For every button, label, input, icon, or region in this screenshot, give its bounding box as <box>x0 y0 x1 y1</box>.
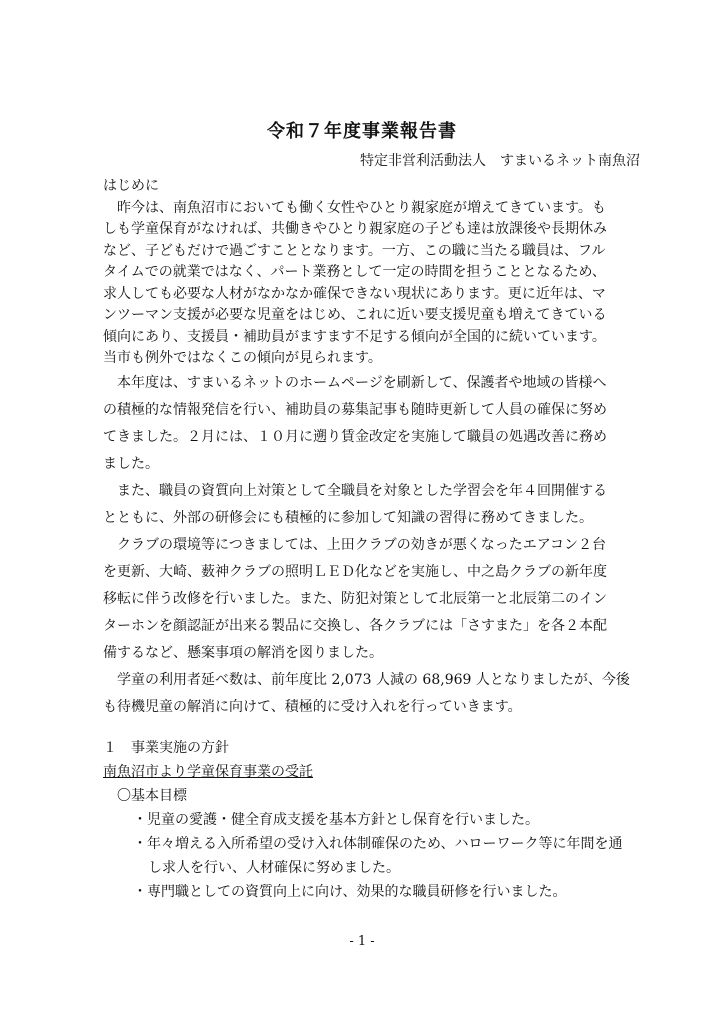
text-line: 当市も例外ではなくこの傾向が見られます。 <box>103 350 382 366</box>
text-line: ンツーマン支援が必要な児童をはじめ、これに近い要支援児童も増えてきている <box>103 307 607 323</box>
text-line: ターホンを顔認証が出来る製品に交換し、各クラブには「さすまた」を各２本配 <box>103 617 607 634</box>
text-line: 学童の利用者延べ数は、前年度比 2,073 人減の 68,969 人となりましたが、今後 <box>103 671 630 688</box>
text-line: また、職員の資質向上対策として全職員を対象とした学習会を年４回開催する <box>103 482 607 499</box>
intro-paragraph-1 <box>103 198 643 370</box>
section-heading: １ 事業実施の方針 <box>103 740 229 756</box>
intro-heading: はじめに <box>103 178 159 194</box>
text-line: 昨今は、南魚沼市においても働く女性やひとり親家庭が増えてきています。も <box>103 199 606 216</box>
text-line: 備するなど、懸案事項の解消を図りました。 <box>103 644 383 661</box>
organization-name: 特定非営利活動法人 すまいるネット南魚沼 <box>360 153 640 169</box>
intro-paragraph-2 <box>103 370 643 721</box>
page-number: - 1 - <box>349 934 375 949</box>
text-line: ました。 <box>103 455 159 472</box>
text-line: 本年度は、すまいるネットのホームページを刷新して、保護者や地域の皆様へ <box>103 374 607 391</box>
bullet-item: ・専門職としての資質向上に向け、効果的な職員研修を行いました。 <box>133 884 567 900</box>
text-line: とともに、外部の研修会にも積極的に参加して知識の習得に務めてきました。 <box>103 509 593 526</box>
text-line: 求人しても必要な人材がなかなか確保できない現状にあります。更に近年は、マ <box>103 285 606 302</box>
bullet-item-continuation: し求人を行い、人材確保に努めました。 <box>148 860 400 876</box>
text-line: など、子どもだけで過ごすこととなります。一方、この職に当たる職員は、フル <box>103 242 606 259</box>
text-line: クラブの環境等につきましては、上田クラブの効きが悪くなったエアコン２台 <box>103 536 607 553</box>
goal-heading: 〇基本目標 <box>117 788 187 804</box>
document-body <box>103 176 643 721</box>
text-line: 移転に伴う改修を行いました。また、防犯対策として北辰第一と北辰第二のイン <box>103 590 607 607</box>
bullet-item: ・年々増える入所希望の受け入れ体制確保のため、ハローワーク等に年間を通 <box>133 836 623 852</box>
text-line: も待機児童の解消に向けて、積極的に受け入れを行っていきます。 <box>103 698 522 715</box>
text-line: の積極的な情報発信を行い、補助員の募集記事も随時更新して人員の確保に努め <box>103 401 607 418</box>
section-subheading: 南魚沼市より学童保育事業の受託 <box>103 764 313 780</box>
document-title: 令和７年度事業報告書 <box>267 121 457 142</box>
section-1 <box>103 736 643 904</box>
text-line: しも学童保育がなければ、共働きやひとり親家庭の子ども達は放課後や長期休み <box>103 221 607 237</box>
text-line: タイムでの就業ではなく、パート業務として一定の時間を担うこととなるため、 <box>103 264 606 280</box>
text-line: 傾向にあり、支援員・補助員がますます不足する傾向が全国的に続いています。 <box>103 328 606 345</box>
text-line: を更新、大崎、薮神クラブの照明ＬＥＤ化などを実施し、中之島クラブの新年度 <box>103 563 607 580</box>
bullet-item: ・児童の愛護・健全育成支援を基本方針とし保育を行いました。 <box>133 812 539 828</box>
text-line: てきました。２月には、１０月に遡り賃金改定を実施して職員の処遇改善に務め <box>103 428 607 445</box>
